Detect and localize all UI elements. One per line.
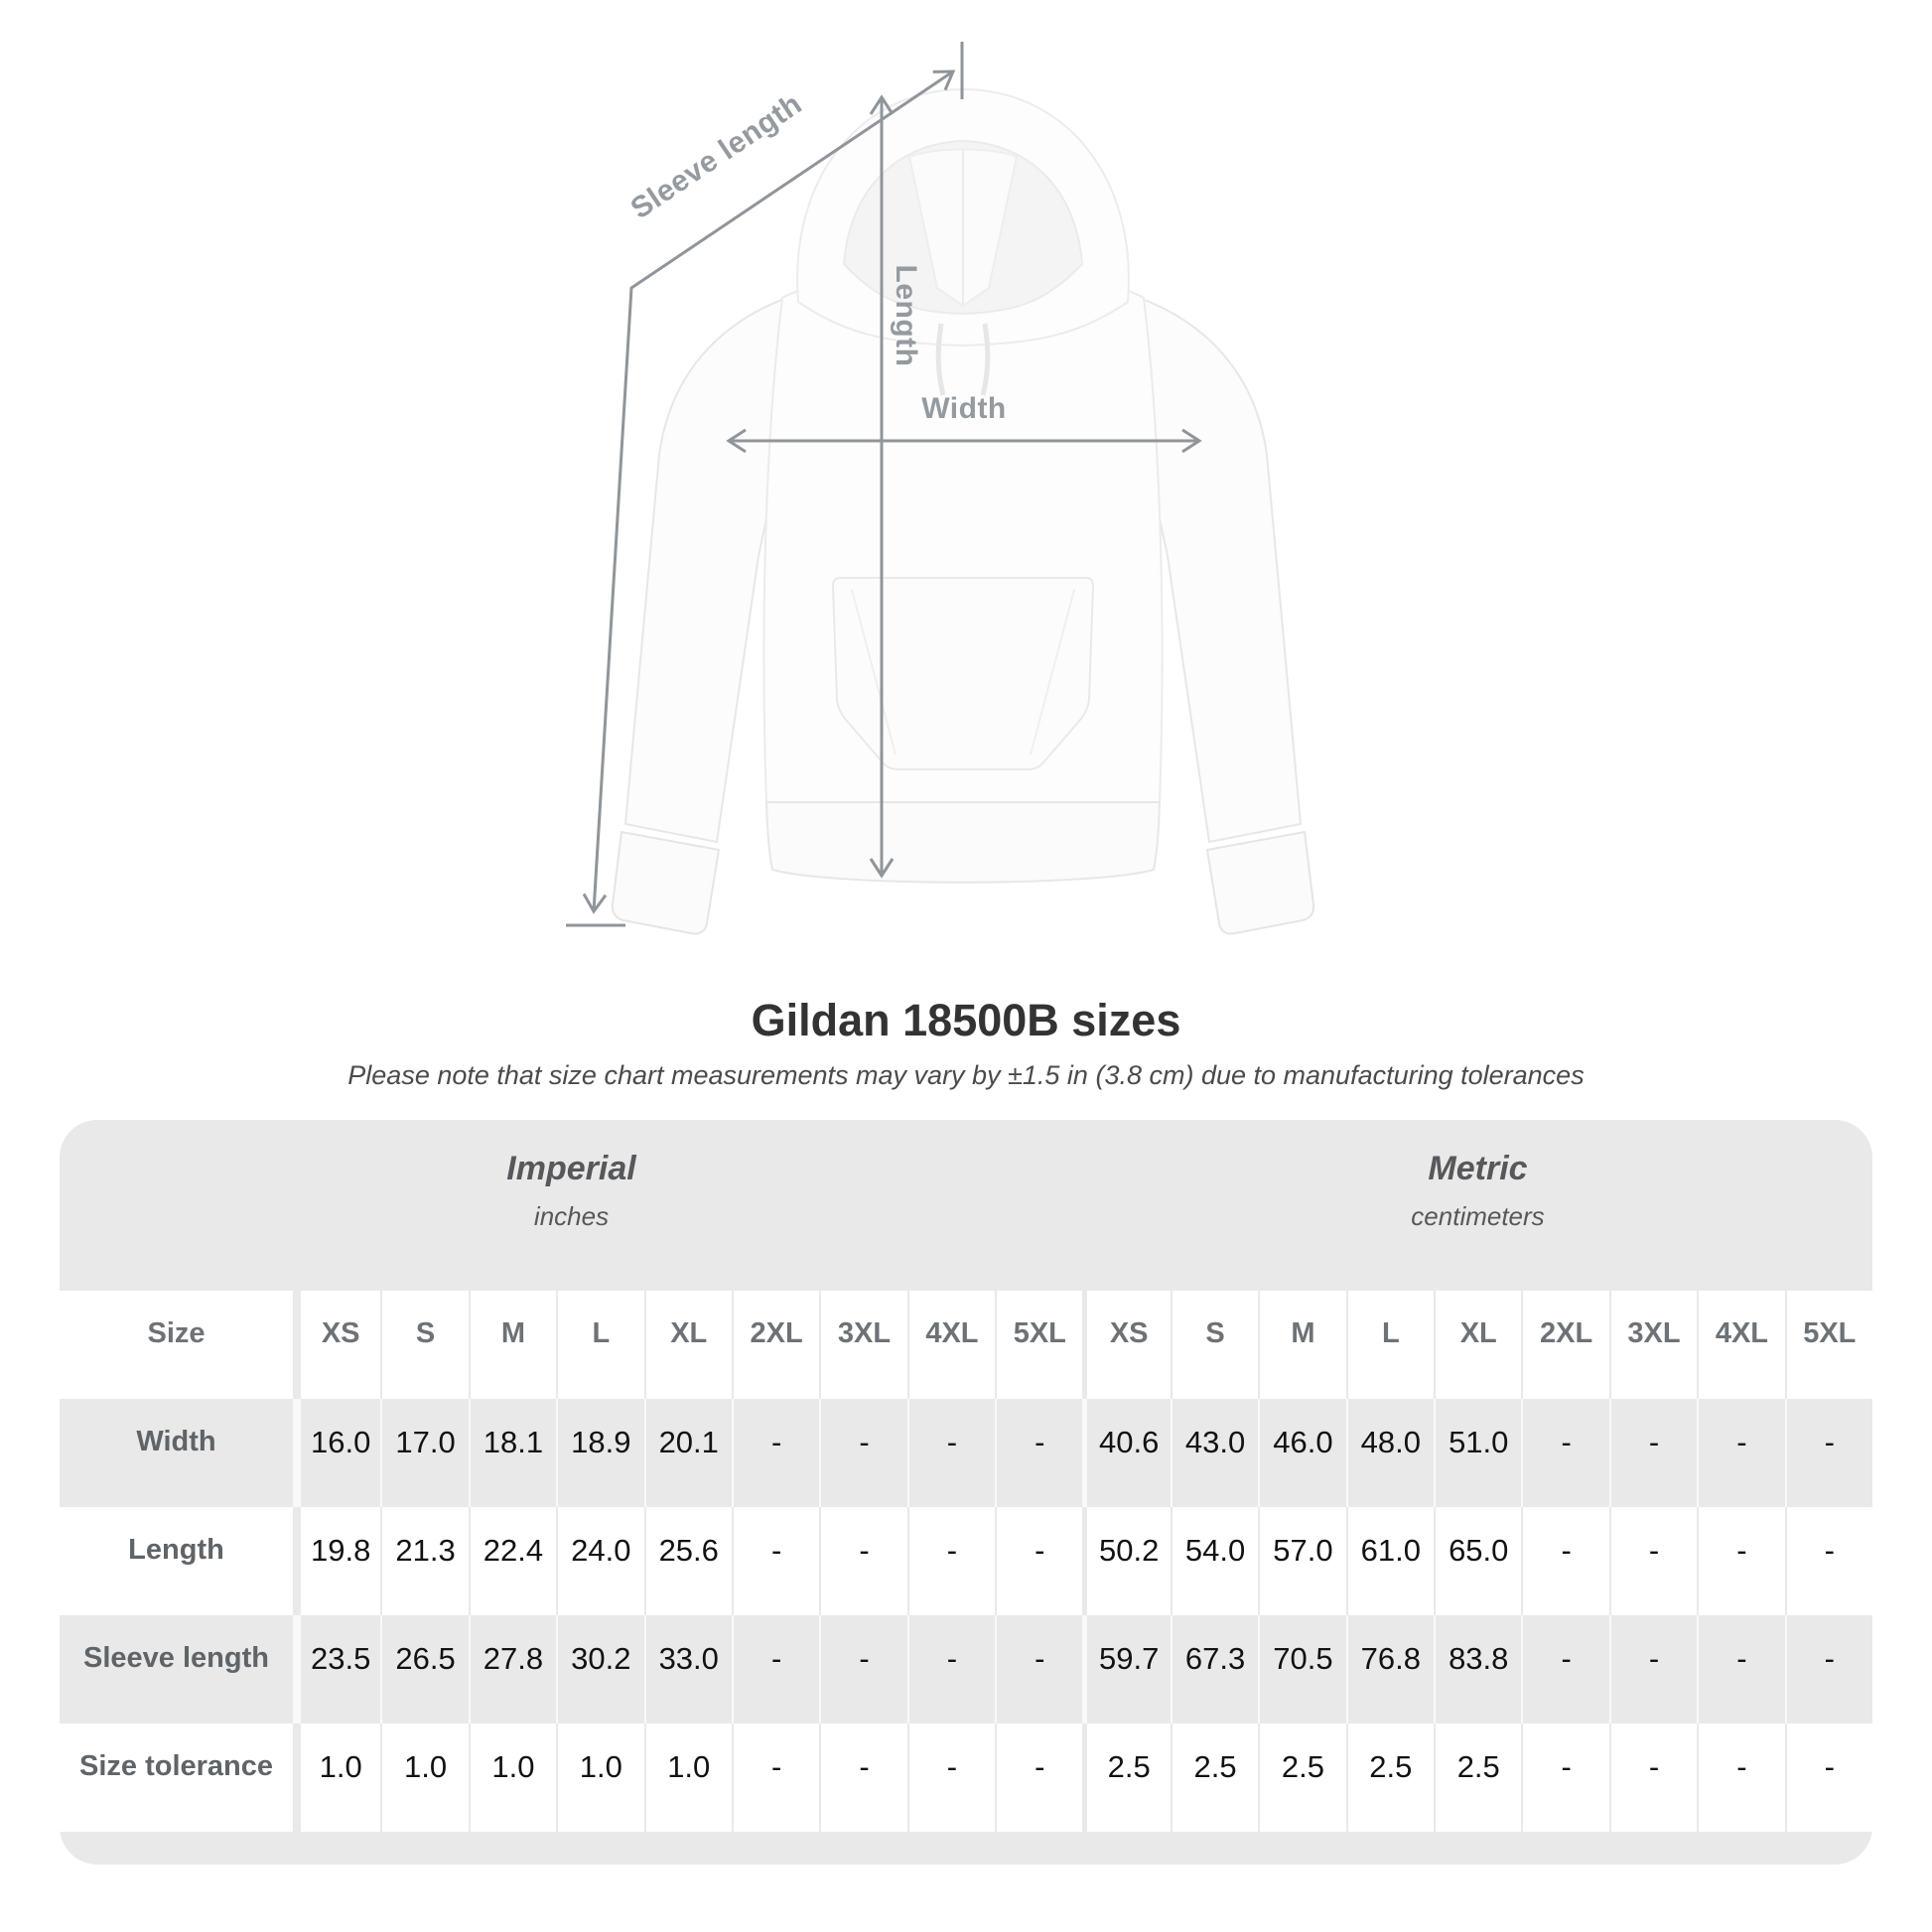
cell-sleeve-length-imperial-m: 27.8 bbox=[469, 1615, 556, 1724]
cell-size-tolerance-imperial-m: 1.0 bbox=[469, 1724, 556, 1832]
cell-size-tolerance-metric-3xl: - bbox=[1609, 1724, 1697, 1832]
cell-length-imperial-xs: 19.8 bbox=[293, 1507, 380, 1615]
col-header-metric-2xl: 2XL bbox=[1521, 1291, 1608, 1399]
cell-width-imperial-2xl: - bbox=[732, 1399, 819, 1507]
cell-size-tolerance-metric-m: 2.5 bbox=[1258, 1724, 1345, 1832]
col-header-imperial-5xl: 5XL bbox=[995, 1291, 1082, 1399]
cell-size-tolerance-imperial-2xl: - bbox=[732, 1724, 819, 1832]
cell-size-tolerance-metric-xl: 2.5 bbox=[1434, 1724, 1521, 1832]
right-cuff bbox=[1207, 832, 1313, 934]
cell-size-tolerance-metric-s: 2.5 bbox=[1171, 1724, 1258, 1832]
caption bbox=[0, 995, 1932, 1091]
cell-width-metric-2xl: - bbox=[1521, 1399, 1608, 1507]
cell-length-metric-m: 57.0 bbox=[1258, 1507, 1345, 1615]
cell-sleeve-length-imperial-s: 26.5 bbox=[380, 1615, 468, 1724]
col-header-metric-5xl: 5XL bbox=[1785, 1291, 1872, 1399]
cell-width-imperial-xl: 20.1 bbox=[644, 1399, 732, 1507]
cell-sleeve-length-metric-2xl: - bbox=[1521, 1615, 1608, 1724]
cell-width-imperial-xs: 16.0 bbox=[293, 1399, 380, 1507]
cell-sleeve-length-imperial-xl: 33.0 bbox=[644, 1615, 732, 1724]
cell-length-metric-xs: 50.2 bbox=[1082, 1507, 1170, 1615]
cell-sleeve-length-imperial-xs: 23.5 bbox=[293, 1615, 380, 1724]
cell-sleeve-length-imperial-5xl: - bbox=[995, 1615, 1082, 1724]
cell-length-imperial-3xl: - bbox=[819, 1507, 906, 1615]
cell-length-imperial-l: 24.0 bbox=[556, 1507, 643, 1615]
cell-width-metric-xs: 40.6 bbox=[1082, 1399, 1170, 1507]
cell-length-imperial-m: 22.4 bbox=[469, 1507, 556, 1615]
cell-sleeve-length-metric-5xl: - bbox=[1785, 1615, 1872, 1724]
left-cuff bbox=[613, 832, 719, 934]
cell-length-metric-4xl: - bbox=[1697, 1507, 1784, 1615]
cell-size-tolerance-imperial-xl: 1.0 bbox=[644, 1724, 732, 1832]
cell-sleeve-length-metric-s: 67.3 bbox=[1171, 1615, 1258, 1724]
col-header-metric-l: L bbox=[1346, 1291, 1434, 1399]
col-header-metric-3xl: 3XL bbox=[1609, 1291, 1697, 1399]
col-header-imperial-xl: XL bbox=[644, 1291, 732, 1399]
col-header-imperial-l: L bbox=[556, 1291, 643, 1399]
cell-size-tolerance-imperial-4xl: - bbox=[907, 1724, 995, 1832]
cell-size-tolerance-imperial-3xl: - bbox=[819, 1724, 906, 1832]
imperial-heading: Imperial bbox=[506, 1150, 636, 1187]
row-label-length: Length bbox=[60, 1507, 293, 1615]
cell-length-imperial-s: 21.3 bbox=[380, 1507, 468, 1615]
metric-unit-label: centimeters bbox=[1411, 1201, 1545, 1231]
size-grid bbox=[60, 1291, 1872, 1832]
size-column-header: Size bbox=[60, 1291, 293, 1399]
cell-width-imperial-3xl: - bbox=[819, 1399, 906, 1507]
cell-width-metric-xl: 51.0 bbox=[1434, 1399, 1521, 1507]
cell-length-metric-5xl: - bbox=[1785, 1507, 1872, 1615]
imperial-unit-label: inches bbox=[533, 1201, 610, 1231]
cell-length-imperial-2xl: - bbox=[732, 1507, 819, 1615]
col-header-imperial-m: M bbox=[469, 1291, 556, 1399]
cell-size-tolerance-metric-xs: 2.5 bbox=[1082, 1724, 1170, 1832]
cell-length-metric-2xl: - bbox=[1521, 1507, 1608, 1615]
col-header-imperial-xs: XS bbox=[293, 1291, 380, 1399]
col-header-imperial-4xl: 4XL bbox=[907, 1291, 995, 1399]
cell-sleeve-length-metric-xs: 59.7 bbox=[1082, 1615, 1170, 1724]
unit-header bbox=[60, 1120, 1872, 1291]
cell-length-metric-3xl: - bbox=[1609, 1507, 1697, 1615]
col-header-metric-4xl: 4XL bbox=[1697, 1291, 1784, 1399]
cell-length-metric-s: 54.0 bbox=[1171, 1507, 1258, 1615]
hem-band bbox=[766, 802, 1160, 883]
cell-length-metric-l: 61.0 bbox=[1346, 1507, 1434, 1615]
sleeve-length-label: Sleeve length bbox=[624, 87, 808, 226]
cell-size-tolerance-imperial-l: 1.0 bbox=[556, 1724, 643, 1832]
page-title: Gildan 18500B sizes bbox=[751, 995, 1181, 1045]
width-label: Width bbox=[921, 392, 1007, 425]
unit-group-metric bbox=[1083, 1120, 1872, 1291]
cell-width-metric-5xl: - bbox=[1785, 1399, 1872, 1507]
cell-sleeve-length-imperial-4xl: - bbox=[907, 1615, 995, 1724]
cell-sleeve-length-metric-3xl: - bbox=[1609, 1615, 1697, 1724]
cell-size-tolerance-metric-l: 2.5 bbox=[1346, 1724, 1434, 1832]
cell-size-tolerance-metric-2xl: - bbox=[1521, 1724, 1608, 1832]
cell-width-imperial-4xl: - bbox=[907, 1399, 995, 1507]
cell-width-imperial-m: 18.1 bbox=[469, 1399, 556, 1507]
size-table bbox=[60, 1120, 1872, 1864]
cell-size-tolerance-imperial-5xl: - bbox=[995, 1724, 1082, 1832]
cell-length-imperial-4xl: - bbox=[907, 1507, 995, 1615]
col-header-metric-m: M bbox=[1258, 1291, 1345, 1399]
col-header-imperial-3xl: 3XL bbox=[819, 1291, 906, 1399]
length-label: Length bbox=[890, 264, 922, 367]
tolerance-note: Please note that size chart measurements may vary by ±1.5 in (3.8 cm) due to manufacturing tolerances bbox=[347, 1060, 1585, 1090]
cell-width-metric-4xl: - bbox=[1697, 1399, 1784, 1507]
col-header-imperial-2xl: 2XL bbox=[732, 1291, 819, 1399]
cell-length-imperial-xl: 25.6 bbox=[644, 1507, 732, 1615]
cell-sleeve-length-metric-xl: 83.8 bbox=[1434, 1615, 1521, 1724]
col-header-imperial-s: S bbox=[380, 1291, 468, 1399]
col-header-metric-xs: XS bbox=[1082, 1291, 1170, 1399]
cell-width-imperial-l: 18.9 bbox=[556, 1399, 643, 1507]
cell-sleeve-length-imperial-2xl: - bbox=[732, 1615, 819, 1724]
cell-width-metric-m: 46.0 bbox=[1258, 1399, 1345, 1507]
cell-sleeve-length-metric-m: 70.5 bbox=[1258, 1615, 1345, 1724]
cell-size-tolerance-imperial-xs: 1.0 bbox=[293, 1724, 380, 1832]
cell-width-metric-l: 48.0 bbox=[1346, 1399, 1434, 1507]
cell-width-imperial-5xl: - bbox=[995, 1399, 1082, 1507]
row-label-width: Width bbox=[60, 1399, 293, 1507]
kangaroo-pocket bbox=[833, 578, 1093, 769]
col-header-metric-xl: XL bbox=[1434, 1291, 1521, 1399]
metric-heading: Metric bbox=[1428, 1150, 1528, 1187]
cell-size-tolerance-imperial-s: 1.0 bbox=[380, 1724, 468, 1832]
cell-width-imperial-s: 17.0 bbox=[380, 1399, 468, 1507]
hoodie-illustration bbox=[613, 89, 1313, 934]
cell-width-metric-s: 43.0 bbox=[1171, 1399, 1258, 1507]
cell-width-metric-3xl: - bbox=[1609, 1399, 1697, 1507]
cell-length-imperial-5xl: - bbox=[995, 1507, 1082, 1615]
cell-sleeve-length-metric-l: 76.8 bbox=[1346, 1615, 1434, 1724]
row-label-sleeve-length: Sleeve length bbox=[60, 1615, 293, 1724]
cell-sleeve-length-imperial-3xl: - bbox=[819, 1615, 906, 1724]
row-label-size-tolerance: Size tolerance bbox=[60, 1724, 293, 1832]
cell-sleeve-length-metric-4xl: - bbox=[1697, 1615, 1784, 1724]
cell-length-metric-xl: 65.0 bbox=[1434, 1507, 1521, 1615]
cell-sleeve-length-imperial-l: 30.2 bbox=[556, 1615, 643, 1724]
cell-size-tolerance-metric-5xl: - bbox=[1785, 1724, 1872, 1832]
col-header-metric-s: S bbox=[1171, 1291, 1258, 1399]
cell-size-tolerance-metric-4xl: - bbox=[1697, 1724, 1784, 1832]
unit-group-imperial bbox=[60, 1120, 1083, 1291]
